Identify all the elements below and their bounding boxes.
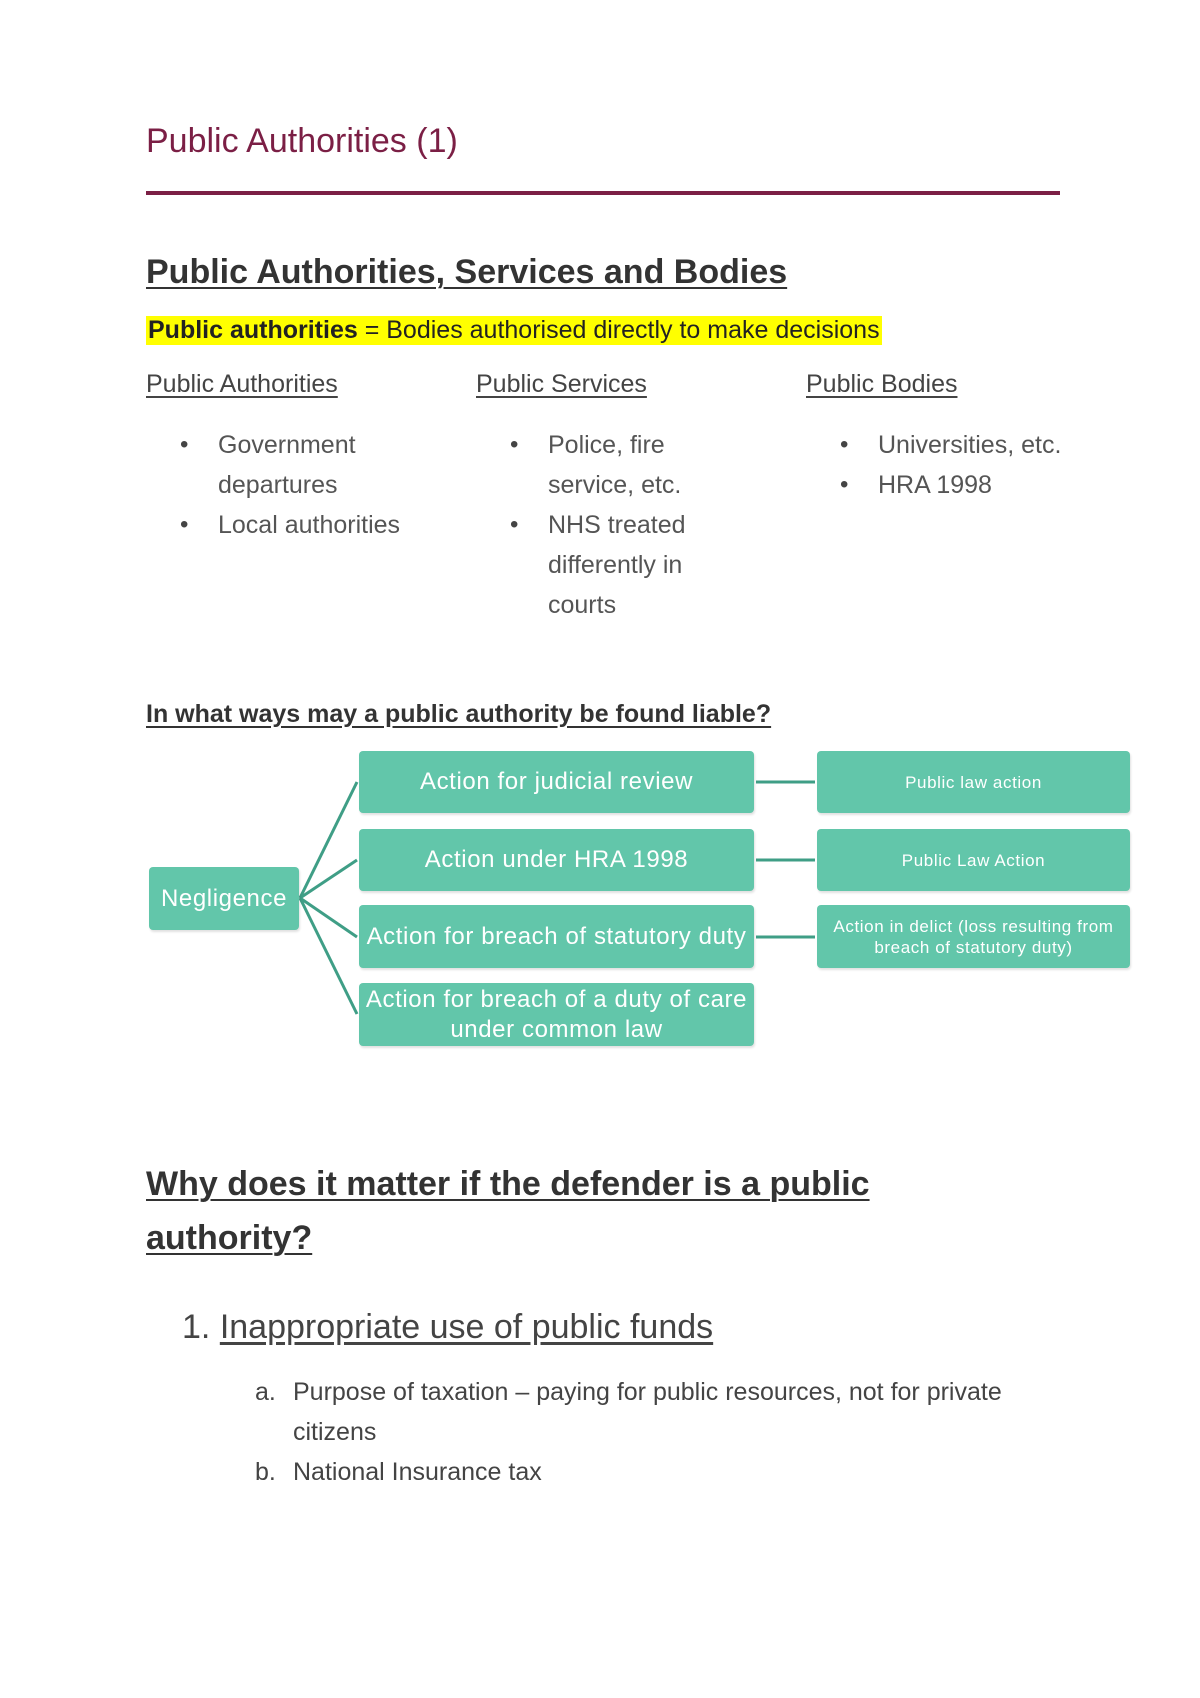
- section-heading-why-matter: Why does it matter if the defender is a public authority?: [146, 1165, 870, 1257]
- definition-text: = Bodies authorised directly to make decisions: [357, 316, 880, 344]
- numbered-item-1: [182, 1308, 713, 1347]
- list-item: • Police, fire service, etc.: [548, 425, 738, 505]
- node-public-law-action-hra: Public Law Action: [817, 829, 1130, 891]
- sub-item-b: [255, 1452, 1015, 1492]
- node-negligence: Negligence: [149, 867, 299, 930]
- item-number: 1.: [182, 1308, 211, 1346]
- sub-item-marker: b.: [255, 1458, 276, 1486]
- node-judicial-review: Action for judicial review: [359, 751, 754, 813]
- section-heading-authorities: Public Authorities, Services and Bodies: [146, 253, 788, 291]
- list-item: • Government departures: [218, 425, 408, 505]
- definition-term: Public authorities: [148, 316, 358, 344]
- node-duty-of-care: Action for breach of a duty of care under common law: [359, 983, 754, 1046]
- item-label: Inappropriate use of public funds: [219, 1308, 714, 1346]
- node-action-in-delict: Action in delict (loss resulting from breach of statutory duty): [817, 905, 1130, 968]
- column-heading: Public Authorities: [146, 370, 338, 398]
- node-hra-action: Action under HRA 1998: [359, 829, 754, 891]
- list-item: • Local authorities: [218, 505, 408, 545]
- node-public-law-action: Public law action: [817, 751, 1130, 813]
- column-heading: Public Bodies: [806, 370, 958, 398]
- list-item: • HRA 1998: [878, 465, 1068, 505]
- document-title: Public Authorities (1): [146, 122, 458, 160]
- sub-item-marker: a.: [255, 1378, 276, 1406]
- column-heading: Public Services: [476, 370, 647, 398]
- list-item: • NHS treated differently in courts: [548, 505, 738, 625]
- liability-question-heading: In what ways may a public authority be found liable?: [146, 700, 772, 728]
- sub-item-a: [255, 1372, 1015, 1452]
- list-item: • Universities, etc.: [878, 425, 1068, 465]
- node-statutory-duty: Action for breach of statutory duty: [359, 905, 754, 968]
- connector-root-branch-4: [300, 898, 357, 1014]
- sub-item-text: National Insurance tax: [293, 1458, 542, 1486]
- sub-item-text: Purpose of taxation – paying for public resources, not for private citizens: [293, 1378, 1002, 1446]
